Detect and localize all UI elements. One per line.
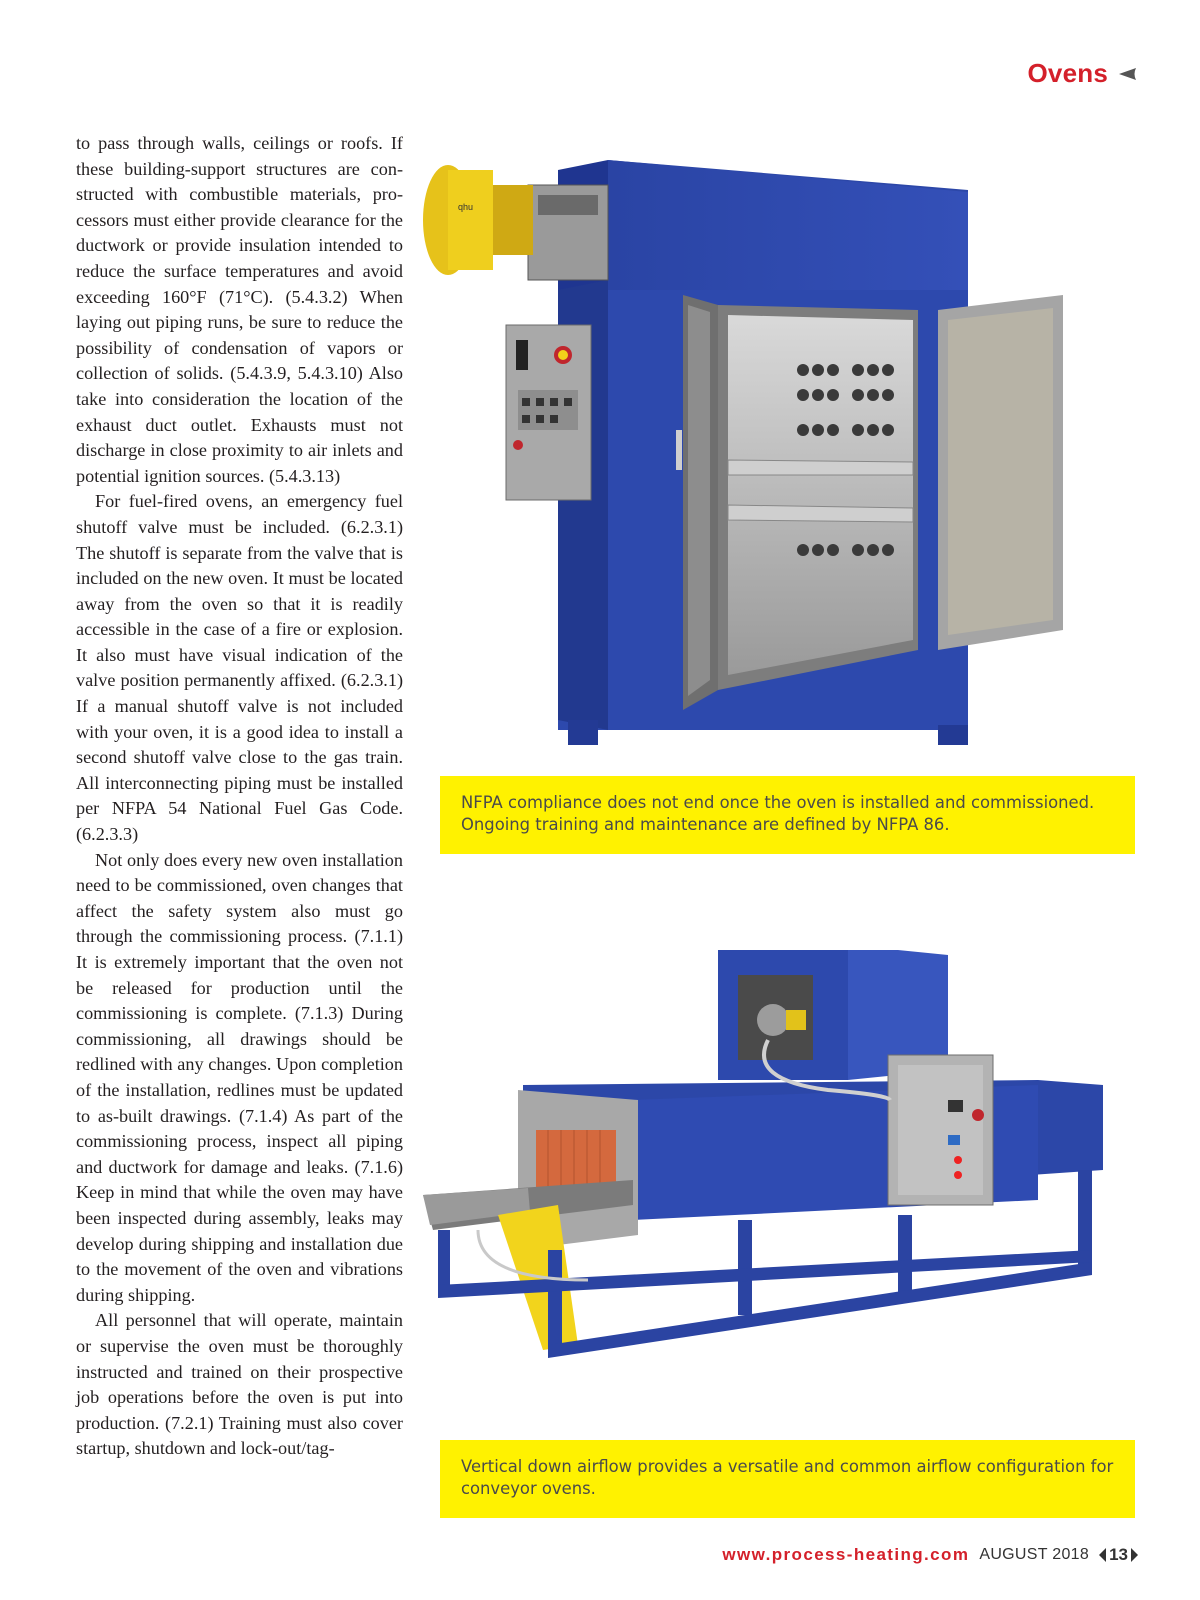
page-footer <box>722 1545 1138 1565</box>
section-title: Ovens <box>1027 58 1108 88</box>
conveyor-oven-photo <box>418 950 1138 1405</box>
figure-caption: NFPA compliance does not end once the oven is installed and commissioned. Ongoing training and maintenance are defined by NFPA 86. <box>440 776 1135 854</box>
left-arrowhead-icon <box>1118 66 1138 82</box>
figure-caption: Vertical down airflow provides a versatile and common airflow configuration for conveyor ovens. <box>440 1440 1135 1518</box>
footer-url[interactable]: www.process-heating.com <box>722 1545 970 1564</box>
body-paragraph: All personnel that will operate, maintain or supervise the oven must be thoroughly instructed and trained on their prospective job operations before the oven is put into production. (7.2.1) Training must also cover startup, shutdown and lock-out/tag- <box>76 1310 403 1459</box>
left-triangle-icon <box>1099 1548 1106 1562</box>
body-paragraph: For fuel-fired ovens, an emergency fuel shutoff valve must be included. (6.2.3.1) The shutoff is separate from the valve that is included on the new oven. It must be located away from the oven so that it is readily accessible in the case of a fire or explosion. It also must have visual indication of the valve position permanently affixed. (6.2.3.1) If a manual shutoff valve is not included with your oven, it is a good idea to install a second shutoff valve close to the gas train. All interconnecting piping must be installed per NFPA 54 National Fuel Gas Code. (6.2.3.3) <box>76 491 403 845</box>
page-number <box>1099 1545 1138 1565</box>
body-paragraph: to pass through walls, ceilings or roofs. If these building-support structures are constructed with combustible materials, processors must either provide clearance for the ductwork or provide insulation intended to reduce the surface temperatures and avoid exceeding 160°F (71°C). (5.4.3.2) When laying out piping runs, be sure to reduce the possibility of condensation of vapors or collection of solids. (5.4.3.9, 5.4.3.10) Also take into consideration the location of the exhaust duct outlet. Exhausts must not discharge in close proximity to air inlets and potential ignition sources. (5.4.3.13) <box>76 133 403 486</box>
right-triangle-icon <box>1131 1548 1138 1562</box>
body-paragraph: Not only does every new oven installation need to be commissioned, oven changes that affect the safety system also must go through the commissioning process. (7.1.1) It is extremely important that the oven not be released for production until the commissioning is complete. (7.1.3) During commissioning, all drawings should be redlined with any changes. Upon completion of the installation, redlines must be updated to as-built drawings. (7.1.4) As part of the commissioning process, inspect all piping and ductwork for damage and leaks. (7.1.6) Keep in mind that while the oven may have been inspected during assembly, leaks may develop during shipping and installation due to the movement of the oven and vibrations during shipping. <box>76 849 403 1305</box>
page-number-value: 13 <box>1109 1545 1128 1564</box>
batch-oven-photo <box>418 130 1138 760</box>
article-body <box>76 131 403 1462</box>
batch-oven-illustration <box>418 130 1138 760</box>
conveyor-oven-illustration <box>418 950 1138 1405</box>
footer-date: AUGUST 2018 <box>979 1546 1090 1563</box>
section-header <box>1028 58 1139 89</box>
motor-label: qhu <box>458 202 474 212</box>
